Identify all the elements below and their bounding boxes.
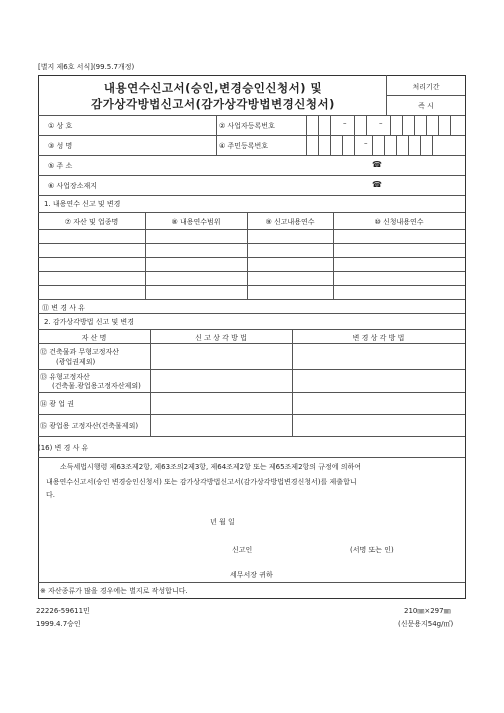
col-requested-life: ⑩ 신청내용연수 bbox=[374, 218, 424, 226]
col-reported-life: ⑨ 신고내용연수 bbox=[265, 218, 315, 226]
workplace-label: ⑥ 사업장소재지 bbox=[48, 182, 98, 190]
row-mining-rights-label: ⑭ 광 업 권 bbox=[40, 400, 74, 408]
section2-heading: 2. 감가상각방법 신고 및 변경 bbox=[44, 318, 134, 326]
section1-heading: 1. 내용연수 신고 및 변경 bbox=[44, 200, 121, 208]
footer-approved: 1999.4.7승인 bbox=[36, 620, 81, 628]
row-mining-assets-label: ⑮ 광업용 고정자산(건축물제외) bbox=[40, 422, 139, 430]
resident-reg-input[interactable] bbox=[307, 136, 465, 155]
footer-size: 210㎜×297㎜ bbox=[404, 607, 451, 615]
note-text: ※ 자산종류가 많을 경우에는 별지로 작성합니다. bbox=[40, 587, 188, 595]
period-divider bbox=[386, 95, 465, 96]
col-reported-method: 신 고 상 각 방 법 bbox=[195, 334, 247, 342]
form-title-line2: 감가상각방법신고서(감가상각방법변경신청서) bbox=[91, 97, 335, 111]
phone-icon: ☎ bbox=[372, 160, 382, 169]
row-buildings-sub: (광업권제외) bbox=[56, 358, 96, 366]
biz-reg-input[interactable] bbox=[307, 116, 465, 135]
col-useful-life-range: ⑧ 내용연수범위 bbox=[171, 218, 221, 226]
applicant-label: 신고인 bbox=[232, 546, 253, 554]
footer-code: 22226-59611민 bbox=[36, 607, 90, 615]
row-tangible-sub: (건축물.광업용고정자산제외) bbox=[52, 382, 141, 390]
biz-reg-label: ② 사업자등록번호 bbox=[219, 122, 275, 130]
company-label: ① 상 호 bbox=[48, 122, 73, 130]
resident-reg-label: ④ 주민등록번호 bbox=[219, 142, 269, 150]
declaration-line3: 다. bbox=[46, 491, 55, 499]
col-asset-industry: ⑦ 자산 및 업종명 bbox=[64, 218, 119, 226]
name-label: ③ 성 명 bbox=[48, 142, 73, 150]
change-reason-label: ⑪ 변 경 사 유 bbox=[42, 304, 85, 312]
phone-icon: ☎ bbox=[372, 180, 382, 189]
footer-paper: (신문용지54g/㎡) bbox=[398, 620, 454, 628]
recipient-label: 세무서장 귀하 bbox=[230, 571, 273, 579]
row-change-reason-label: (16) 변 경 사 유 bbox=[38, 444, 89, 452]
col-changed-method: 변 경 상 각 방 법 bbox=[352, 334, 405, 342]
processing-period-value: 즉 시 bbox=[418, 102, 434, 110]
processing-period-label: 처리기간 bbox=[412, 83, 440, 91]
declaration-line1: 소득세법시행령 제63조제2항, 제63조의2제3항, 제64조제2항 또는 제65조제2항의 규정에 의하여 bbox=[60, 463, 362, 471]
address-label: ⑤ 주 소 bbox=[48, 162, 73, 170]
declaration-line2: 내용연수신고서(승인 변경승인신청서) 또는 감가상각방법신고서(감가상각방법변경신청서)를 제출합니 bbox=[46, 478, 357, 486]
form-number-label: [별지 제6호 서식](99.5.7개정) bbox=[38, 63, 135, 71]
row-tangible-label: ⑬ 유형고정자산 bbox=[40, 373, 90, 381]
date-line: 년 월 일 bbox=[210, 518, 235, 526]
col-asset-name: 자 산 명 bbox=[81, 334, 107, 342]
form-title-line1: 내용연수신고서(승인,변경승인신청서) 및 bbox=[103, 81, 323, 95]
signature-label: (서명 또는 인) bbox=[350, 546, 394, 554]
row-buildings-label: ⑫ 건축물과 무형고정자산 bbox=[40, 348, 120, 356]
